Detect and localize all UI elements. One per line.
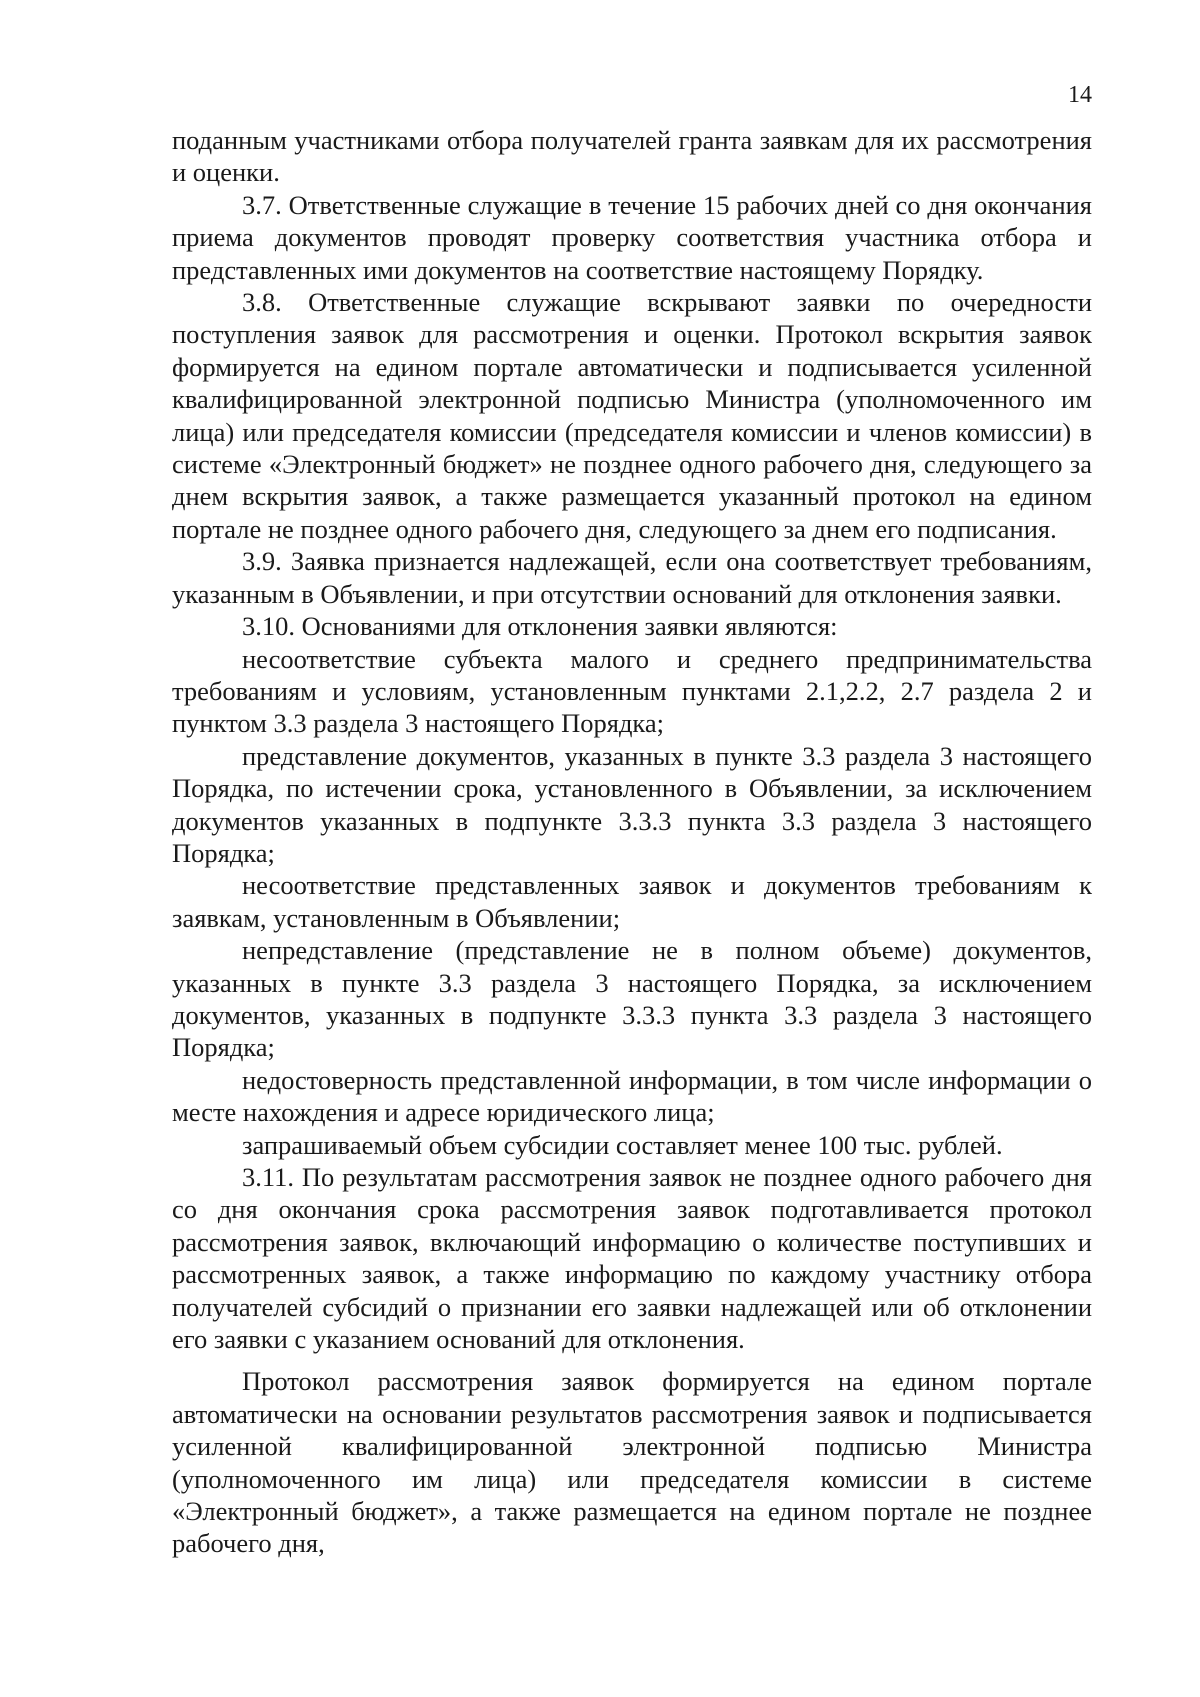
paragraph-protocol: Протокол рассмотрения заявок формируется на едином портале автоматически на основании результатов рассмотрения заявок и подписывается усиленной квалифицированной электронной подписью Министра (уполномоченного им лица) или председателя комиссии в системе «Электронный бюджет», а также размещается на едином портале не позднее рабочего дня, <box>172 1366 1092 1559</box>
paragraph-3-8: 3.8. Ответственные служащие вскрывают заявки по очередности поступления заявок для рассмотрения и оценки. Протокол вскрытия заявок формируется на едином портале автоматически и подписывается усиленной квалифицированной электронной подписью Министра (уполномоченного им лица) или председателя комиссии (председателя комиссии и членов комиссии) в системе «Электронный бюджет» не позднее одного рабочего дня, следующего за днем вскрытия заявок, а также размещается указанный протокол на едином портале не позднее одного рабочего дня, следующего за днем его подписания. <box>172 287 1092 544</box>
page-number: 14 <box>1068 82 1092 108</box>
paragraph-continuation: поданным участниками отбора получателей гранта заявкам для их рассмотрения и оценки. <box>172 125 1092 188</box>
paragraph-3-7: 3.7. Ответственные служащие в течение 15 рабочих дней со дня окончания приема документов проводят проверку соответствия участника отбора и представленных ими документов на соответствие настоящему Порядку. <box>172 189 1092 285</box>
rejection-ground-2: представление документов, указанных в пункте 3.3 раздела 3 настоящего Порядка, по истечении срока, установленного в Объявлении, за исключением документов указанных в подпункте 3.3.3 пункта 3.3 раздела 3 настоящего Порядка; <box>172 740 1092 868</box>
rejection-ground-3: несоответствие представленных заявок и документов требованиям к заявкам, установленным в Объявлении; <box>172 870 1092 933</box>
rejection-ground-5: недостоверность представленной информации, в том числе информации о месте нахождения и адресе юридического лица; <box>172 1064 1092 1128</box>
paragraph-3-9: 3.9. Заявка признается надлежащей, если она соответствует требованиям, указанным в Объявлении, и при отсутствии оснований для отклонения заявки. <box>172 546 1092 609</box>
document-body <box>172 124 1092 1560</box>
rejection-ground-1: несоответствие субъекта малого и среднего предпринимательства требованиям и условиям, установленным пунктами 2.1,2.2, 2.7 раздела 2 и пунктом 3.3 раздела 3 настоящего Порядка; <box>172 643 1092 739</box>
rejection-ground-4: непредставление (представление не в полном объеме) документов, указанных в пункте 3.3 раздела 3 настоящего Порядка, за исключением документов, указанных в подпункте 3.3.3 пункта 3.3 раздела 3 настоящего Порядка; <box>172 935 1092 1063</box>
paragraph-3-10: 3.10. Основаниями для отклонения заявки являются: <box>242 611 838 642</box>
paragraph-3-11: 3.11. По результатам рассмотрения заявок не позднее одного рабочего дня со дня окончания срока рассмотрения заявок подготавливается протокол рассмотрения заявок, включающий информацию о количестве поступивших и рассмотренных заявок, а также информацию по каждому участнику отбора получателей субсидий о признании его заявки надлежащей или об отклонении его заявки с указанием оснований для отклонения. <box>172 1162 1092 1355</box>
rejection-ground-6: запрашиваемый объем субсидии составляет менее 100 тыс. рублей. <box>242 1129 1003 1160</box>
